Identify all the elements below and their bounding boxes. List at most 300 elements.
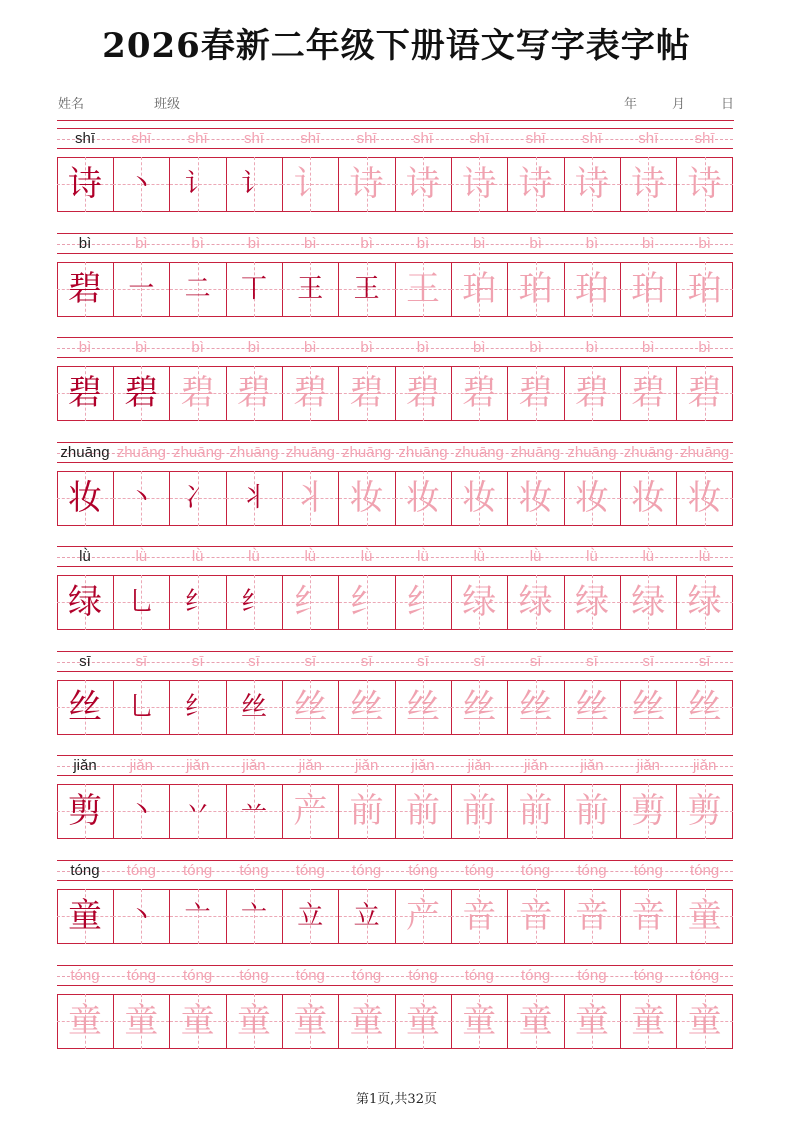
writing-cell[interactable] — [226, 784, 282, 839]
stroke-step: 丶 — [128, 901, 155, 931]
stroke-step: 立 — [297, 901, 324, 931]
trace-glyph: 碧 — [687, 373, 722, 413]
stroke-step: 纟 — [240, 587, 267, 617]
trace-glyph: 童 — [180, 1001, 215, 1041]
model-character: 童 — [68, 896, 102, 936]
pinyin-trace: tóng — [352, 862, 382, 879]
writing-cell[interactable] — [170, 575, 226, 630]
trace-glyph: 绿 — [631, 582, 666, 622]
stroke-step: 一 — [128, 274, 155, 304]
pinyin-trace: shī — [243, 130, 264, 147]
writing-cell[interactable] — [395, 784, 451, 839]
trace-glyph: 音 — [631, 896, 666, 936]
writing-cell[interactable] — [226, 471, 282, 526]
trace-glyph: 童 — [124, 1001, 159, 1041]
stroke-step: 丝 — [240, 692, 267, 722]
pinyin-trace: tóng — [239, 967, 269, 984]
writing-cell[interactable] — [451, 784, 507, 839]
model-character: 诗 — [68, 164, 102, 204]
trace-glyph: 珀 — [574, 269, 609, 309]
writing-cell[interactable] — [564, 784, 620, 839]
pinyin-trace: tóng — [577, 967, 607, 984]
pinyin-trace: sī — [529, 653, 542, 670]
trace-glyph: 前 — [349, 791, 384, 831]
writing-cell[interactable] — [395, 471, 451, 526]
pinyin-trace: sī — [304, 653, 317, 670]
pinyin-trace: bì — [247, 235, 261, 252]
trace-glyph: 碧 — [236, 373, 271, 413]
trace-glyph: 童 — [293, 1001, 328, 1041]
writing-cell[interactable] — [113, 575, 169, 630]
writing-cell[interactable] — [339, 366, 395, 421]
pinyin-label: shī — [74, 130, 95, 147]
pinyin-trace: shī — [187, 130, 208, 147]
trace-glyph: 碧 — [293, 373, 328, 413]
pinyin-trace: bì — [642, 235, 655, 252]
pinyin-trace: jiǎn — [242, 757, 266, 774]
writing-cell[interactable] — [677, 575, 733, 630]
trace-glyph: 童 — [236, 1001, 271, 1041]
writing-cell[interactable] — [339, 784, 395, 839]
day-label: 日 — [721, 97, 735, 112]
stroke-step: 䒑 — [240, 796, 267, 826]
writing-cell[interactable] — [451, 889, 507, 944]
pinyin-trace: jiǎn — [636, 757, 660, 774]
writing-cell[interactable] — [113, 366, 169, 421]
writing-cell[interactable] — [170, 471, 226, 526]
stroke-step: 丶 — [128, 169, 155, 199]
stroke-step: 立 — [353, 901, 380, 931]
pinyin-trace: lǜ — [698, 548, 711, 565]
writing-cell[interactable] — [170, 889, 226, 944]
writing-cell[interactable] — [170, 994, 226, 1049]
trace-glyph: 童 — [687, 896, 722, 936]
pinyin-trace: sī — [248, 653, 260, 670]
writing-cell[interactable] — [395, 262, 451, 317]
pinyin-trace: tóng — [70, 967, 100, 984]
trace-glyph: 王 — [405, 269, 440, 309]
writing-cell[interactable] — [395, 575, 451, 630]
practice-row — [57, 646, 733, 736]
pinyin-trace: zhuāng — [680, 444, 730, 461]
trace-glyph: 丝 — [349, 687, 384, 727]
stroke-step: 丶 — [128, 483, 155, 513]
trace-glyph: 童 — [631, 1001, 666, 1041]
writing-cell[interactable] — [677, 680, 733, 735]
pinyin-trace: shī — [300, 130, 321, 147]
trace-glyph: 珀 — [631, 269, 666, 309]
pinyin-trace: bì — [360, 235, 373, 252]
trace-glyph: 丝 — [462, 687, 497, 727]
pinyin-trace: tóng — [633, 862, 663, 879]
pinyin-trace: zhuāng — [398, 444, 448, 461]
pinyin-trace: bì — [135, 235, 148, 252]
writing-cell[interactable] — [508, 471, 564, 526]
pinyin-trace: bì — [135, 339, 148, 356]
stroke-step: 纟 — [184, 692, 211, 722]
writing-cell[interactable] — [451, 157, 507, 212]
pinyin-trace: lǜ — [191, 548, 204, 565]
writing-cell[interactable] — [113, 680, 169, 735]
writing-cell[interactable] — [508, 366, 564, 421]
writing-cell[interactable] — [339, 471, 395, 526]
writing-cell[interactable] — [226, 680, 282, 735]
pinyin-trace: shī — [469, 130, 490, 147]
pinyin-trace: tóng — [183, 967, 213, 984]
writing-cell[interactable] — [564, 994, 620, 1049]
trace-glyph: 剪 — [687, 791, 722, 831]
page-title: 2026春新二年级下册语文写字表字帖 — [102, 26, 691, 66]
writing-cell[interactable] — [508, 157, 564, 212]
model-character: 妆 — [68, 478, 102, 518]
pinyin-trace: bì — [585, 235, 599, 252]
pinyin-trace: shī — [638, 130, 659, 147]
pinyin-trace: lǜ — [473, 548, 486, 565]
pinyin-trace: tóng — [295, 862, 325, 879]
writing-cell[interactable] — [339, 889, 395, 944]
pinyin-label: sī — [79, 653, 91, 670]
writing-cell[interactable] — [564, 157, 620, 212]
writing-cell[interactable] — [620, 575, 676, 630]
pinyin-trace: bì — [191, 235, 204, 252]
trace-glyph: 妆 — [518, 478, 553, 518]
pinyin-trace: bì — [247, 339, 261, 356]
pinyin-trace: sī — [473, 653, 486, 670]
writing-cell[interactable] — [282, 994, 338, 1049]
writing-cell[interactable] — [564, 889, 620, 944]
writing-cell[interactable] — [339, 575, 395, 630]
trace-glyph: 妆 — [574, 478, 609, 518]
practice-row — [57, 228, 733, 318]
writing-cell[interactable] — [339, 262, 395, 317]
writing-cell[interactable] — [564, 366, 620, 421]
trace-glyph: 前 — [574, 791, 609, 831]
writing-cell[interactable] — [113, 994, 169, 1049]
trace-glyph: 音 — [462, 896, 497, 936]
pinyin-trace: bì — [360, 339, 373, 356]
trace-glyph: 前 — [518, 791, 553, 831]
pinyin-trace: jiǎn — [411, 757, 435, 774]
trace-glyph: 绿 — [462, 582, 497, 622]
pinyin-trace: tóng — [126, 862, 156, 879]
stroke-step: 丷 — [184, 796, 211, 826]
writing-cell[interactable] — [620, 784, 676, 839]
pinyin-trace: bì — [191, 339, 204, 356]
writing-cell[interactable] — [508, 575, 564, 630]
pinyin-trace: jiǎn — [692, 757, 717, 774]
practice-row — [57, 123, 733, 213]
model-character: 绿 — [68, 582, 102, 622]
pinyin-trace: lǜ — [642, 548, 655, 565]
month-label: 月 — [672, 97, 686, 112]
writing-cell[interactable] — [620, 471, 676, 526]
pinyin-trace: sī — [135, 653, 148, 670]
pinyin-trace: tóng — [183, 862, 213, 879]
pinyin-label: zhuāng — [60, 444, 110, 461]
writing-cell[interactable] — [282, 575, 338, 630]
trace-glyph: 诗 — [462, 164, 497, 204]
writing-cell[interactable] — [339, 157, 395, 212]
trace-glyph: 绿 — [687, 582, 722, 622]
writing-cell[interactable] — [282, 471, 338, 526]
stroke-step: 乚 — [128, 692, 155, 722]
pinyin-trace: bì — [529, 339, 542, 356]
writing-cell[interactable] — [113, 262, 169, 317]
pinyin-trace: lǜ — [417, 548, 429, 565]
writing-cell[interactable] — [620, 889, 676, 944]
pinyin-trace: tóng — [521, 862, 551, 879]
pinyin-trace: bì — [473, 339, 486, 356]
trace-glyph: 诗 — [687, 164, 722, 204]
writing-cell[interactable] — [339, 680, 395, 735]
pinyin-trace: zhuāng — [116, 444, 166, 461]
writing-cell[interactable] — [57, 784, 113, 839]
writing-cell[interactable] — [677, 366, 733, 421]
writing-cell[interactable] — [395, 366, 451, 421]
pinyin-trace: tóng — [126, 967, 156, 984]
pinyin-trace: sī — [698, 653, 711, 670]
writing-cell[interactable] — [508, 680, 564, 735]
writing-cell[interactable] — [57, 366, 113, 421]
pinyin-trace: tóng — [464, 862, 494, 879]
pinyin-trace: zhuāng — [285, 444, 335, 461]
pinyin-trace: zhuāng — [342, 444, 392, 461]
trace-glyph: 妆 — [631, 478, 666, 518]
trace-glyph: 诗 — [405, 164, 440, 204]
writing-cell[interactable] — [620, 157, 676, 212]
trace-glyph: 碧 — [631, 373, 666, 413]
writing-cell[interactable] — [451, 366, 507, 421]
writing-cell[interactable] — [677, 994, 733, 1049]
trace-glyph: 珀 — [687, 269, 722, 309]
writing-cell[interactable] — [226, 994, 282, 1049]
pinyin-trace: shī — [356, 130, 377, 147]
trace-glyph: 珀 — [518, 269, 553, 309]
writing-cell[interactable] — [57, 575, 113, 630]
stroke-step: 碧 — [68, 373, 102, 413]
stroke-step: 丬 — [240, 483, 267, 513]
writing-cell[interactable] — [282, 366, 338, 421]
stroke-step: 王 — [353, 274, 380, 304]
pinyin-label: jiǎn — [73, 757, 97, 774]
writing-cell[interactable] — [170, 366, 226, 421]
trace-glyph: 童 — [462, 1001, 497, 1041]
pinyin-trace: tóng — [690, 862, 720, 879]
trace-glyph: 童 — [405, 1001, 440, 1041]
pinyin-trace: tóng — [464, 967, 494, 984]
pinyin-trace: zhuāng — [454, 444, 504, 461]
writing-cell[interactable] — [677, 262, 733, 317]
pinyin-label: bì — [78, 235, 92, 252]
pinyin-trace: tóng — [295, 967, 325, 984]
trace-glyph: 产 — [405, 896, 440, 936]
pinyin-trace: jiǎn — [580, 757, 604, 774]
writing-cell[interactable] — [508, 784, 564, 839]
stroke-step: 碧 — [124, 373, 159, 413]
writing-cell[interactable] — [564, 575, 620, 630]
writing-cell[interactable] — [451, 471, 507, 526]
writing-cell[interactable] — [57, 262, 113, 317]
model-character: 丝 — [68, 687, 102, 727]
writing-cell[interactable] — [282, 784, 338, 839]
writing-cell[interactable] — [226, 262, 282, 317]
pinyin-trace: tóng — [352, 967, 382, 984]
pinyin-trace: tóng — [408, 862, 438, 879]
writing-cell[interactable] — [113, 157, 169, 212]
pinyin-trace: shī — [131, 130, 152, 147]
pinyin-trace: lǜ — [304, 548, 317, 565]
trace-glyph: 绿 — [518, 582, 553, 622]
writing-cell[interactable] — [170, 680, 226, 735]
writing-cell[interactable] — [451, 575, 507, 630]
trace-glyph: 童 — [574, 1001, 609, 1041]
writing-cell[interactable] — [282, 680, 338, 735]
writing-cell[interactable] — [57, 157, 113, 212]
writing-cell[interactable] — [57, 994, 113, 1049]
trace-glyph: 丝 — [293, 687, 328, 727]
pinyin-trace: shī — [412, 130, 433, 147]
pinyin-trace: lǜ — [248, 548, 260, 565]
writing-cell[interactable] — [508, 262, 564, 317]
stroke-step: 王 — [297, 274, 324, 304]
pinyin-trace: bì — [473, 235, 486, 252]
writing-cell[interactable] — [113, 889, 169, 944]
writing-cell[interactable] — [451, 994, 507, 1049]
writing-cell[interactable] — [620, 680, 676, 735]
writing-cell[interactable] — [113, 784, 169, 839]
trace-glyph: 碧 — [180, 373, 215, 413]
writing-cell[interactable] — [508, 994, 564, 1049]
page-footer: 第1页,共32页 — [356, 1092, 437, 1107]
pinyin-trace: zhuāng — [567, 444, 617, 461]
pinyin-trace: bì — [698, 235, 711, 252]
stroke-step: 讠 — [240, 169, 267, 199]
stroke-step: 讠 — [184, 169, 211, 199]
writing-cell[interactable] — [226, 889, 282, 944]
trace-glyph: 纟 — [405, 582, 440, 622]
pinyin-trace: bì — [416, 235, 430, 252]
pinyin-trace: bì — [642, 339, 655, 356]
practice-row — [57, 855, 733, 945]
writing-cell[interactable] — [395, 680, 451, 735]
trace-glyph: 童 — [518, 1001, 553, 1041]
trace-glyph: 丬 — [293, 478, 328, 518]
pinyin-trace: bì — [78, 339, 92, 356]
writing-cell[interactable] — [508, 889, 564, 944]
trace-glyph: 诗 — [349, 164, 384, 204]
writing-cell[interactable] — [57, 471, 113, 526]
writing-cell[interactable] — [170, 262, 226, 317]
trace-glyph: 产 — [293, 791, 328, 831]
writing-cell[interactable] — [451, 680, 507, 735]
writing-cell[interactable] — [677, 157, 733, 212]
trace-glyph: 妆 — [405, 478, 440, 518]
pinyin-trace: tóng — [577, 862, 607, 879]
pinyin-trace: bì — [416, 339, 430, 356]
writing-cell[interactable] — [620, 994, 676, 1049]
writing-cell[interactable] — [451, 262, 507, 317]
trace-glyph: 丝 — [687, 687, 722, 727]
trace-glyph: 碧 — [518, 373, 553, 413]
writing-cell[interactable] — [282, 889, 338, 944]
stroke-step: 丶 — [128, 796, 155, 826]
pinyin-trace: jiǎn — [129, 757, 153, 774]
writing-cell[interactable] — [226, 366, 282, 421]
pinyin-trace: sī — [642, 653, 655, 670]
pinyin-trace: tóng — [633, 967, 663, 984]
writing-cell[interactable] — [564, 680, 620, 735]
trace-glyph: 童 — [68, 1001, 102, 1041]
pinyin-trace: zhuāng — [173, 444, 223, 461]
pinyin-trace: bì — [304, 235, 317, 252]
pinyin-trace: lǜ — [586, 548, 598, 565]
pinyin-trace: sī — [360, 653, 373, 670]
trace-glyph: 前 — [462, 791, 497, 831]
class-label: 班级 — [154, 97, 181, 112]
pinyin-trace: lǜ — [135, 548, 148, 565]
writing-cell[interactable] — [282, 262, 338, 317]
trace-glyph: 丝 — [574, 687, 609, 727]
model-character: 碧 — [68, 269, 102, 309]
writing-cell[interactable] — [620, 262, 676, 317]
pinyin-trace: jiǎn — [185, 757, 210, 774]
pinyin-label: tóng — [70, 862, 100, 879]
writing-cell[interactable] — [57, 680, 113, 735]
stroke-step: 冫 — [184, 483, 211, 513]
writing-cell[interactable] — [395, 157, 451, 212]
writing-cell[interactable] — [226, 575, 282, 630]
trace-glyph: 纟 — [349, 582, 384, 622]
writing-cell[interactable] — [677, 889, 733, 944]
writing-cell[interactable] — [395, 889, 451, 944]
practice-row — [57, 332, 733, 422]
student-info-header — [58, 96, 734, 114]
stroke-step: 亠 — [240, 901, 267, 931]
writing-cell[interactable] — [170, 157, 226, 212]
year-label: 年 — [624, 97, 638, 112]
writing-cell[interactable] — [170, 784, 226, 839]
trace-glyph: 碧 — [462, 373, 497, 413]
trace-glyph: 丝 — [405, 687, 440, 727]
pinyin-trace: shī — [694, 130, 715, 147]
writing-cell[interactable] — [564, 262, 620, 317]
pinyin-trace: zhuāng — [511, 444, 561, 461]
trace-glyph: 妆 — [687, 478, 722, 518]
trace-glyph: 碧 — [574, 373, 609, 413]
writing-cell[interactable] — [57, 889, 113, 944]
trace-glyph: 诗 — [518, 164, 553, 204]
writing-cell[interactable] — [620, 366, 676, 421]
stroke-step: 亠 — [184, 901, 211, 931]
trace-glyph: 音 — [574, 896, 609, 936]
writing-cell[interactable] — [339, 994, 395, 1049]
trace-glyph: 碧 — [405, 373, 440, 413]
writing-cell[interactable] — [677, 784, 733, 839]
pinyin-trace: jiǎn — [354, 757, 379, 774]
writing-cell[interactable] — [395, 994, 451, 1049]
writing-cell[interactable] — [564, 471, 620, 526]
writing-cell[interactable] — [113, 471, 169, 526]
writing-cell[interactable] — [677, 471, 733, 526]
pinyin-trace: zhuāng — [623, 444, 673, 461]
practice-row — [57, 541, 733, 631]
writing-cell[interactable] — [226, 157, 282, 212]
trace-glyph: 丝 — [518, 687, 553, 727]
pinyin-trace: lǜ — [529, 548, 542, 565]
trace-glyph: 绿 — [574, 582, 609, 622]
writing-cell[interactable] — [282, 157, 338, 212]
pinyin-trace: sī — [191, 653, 204, 670]
